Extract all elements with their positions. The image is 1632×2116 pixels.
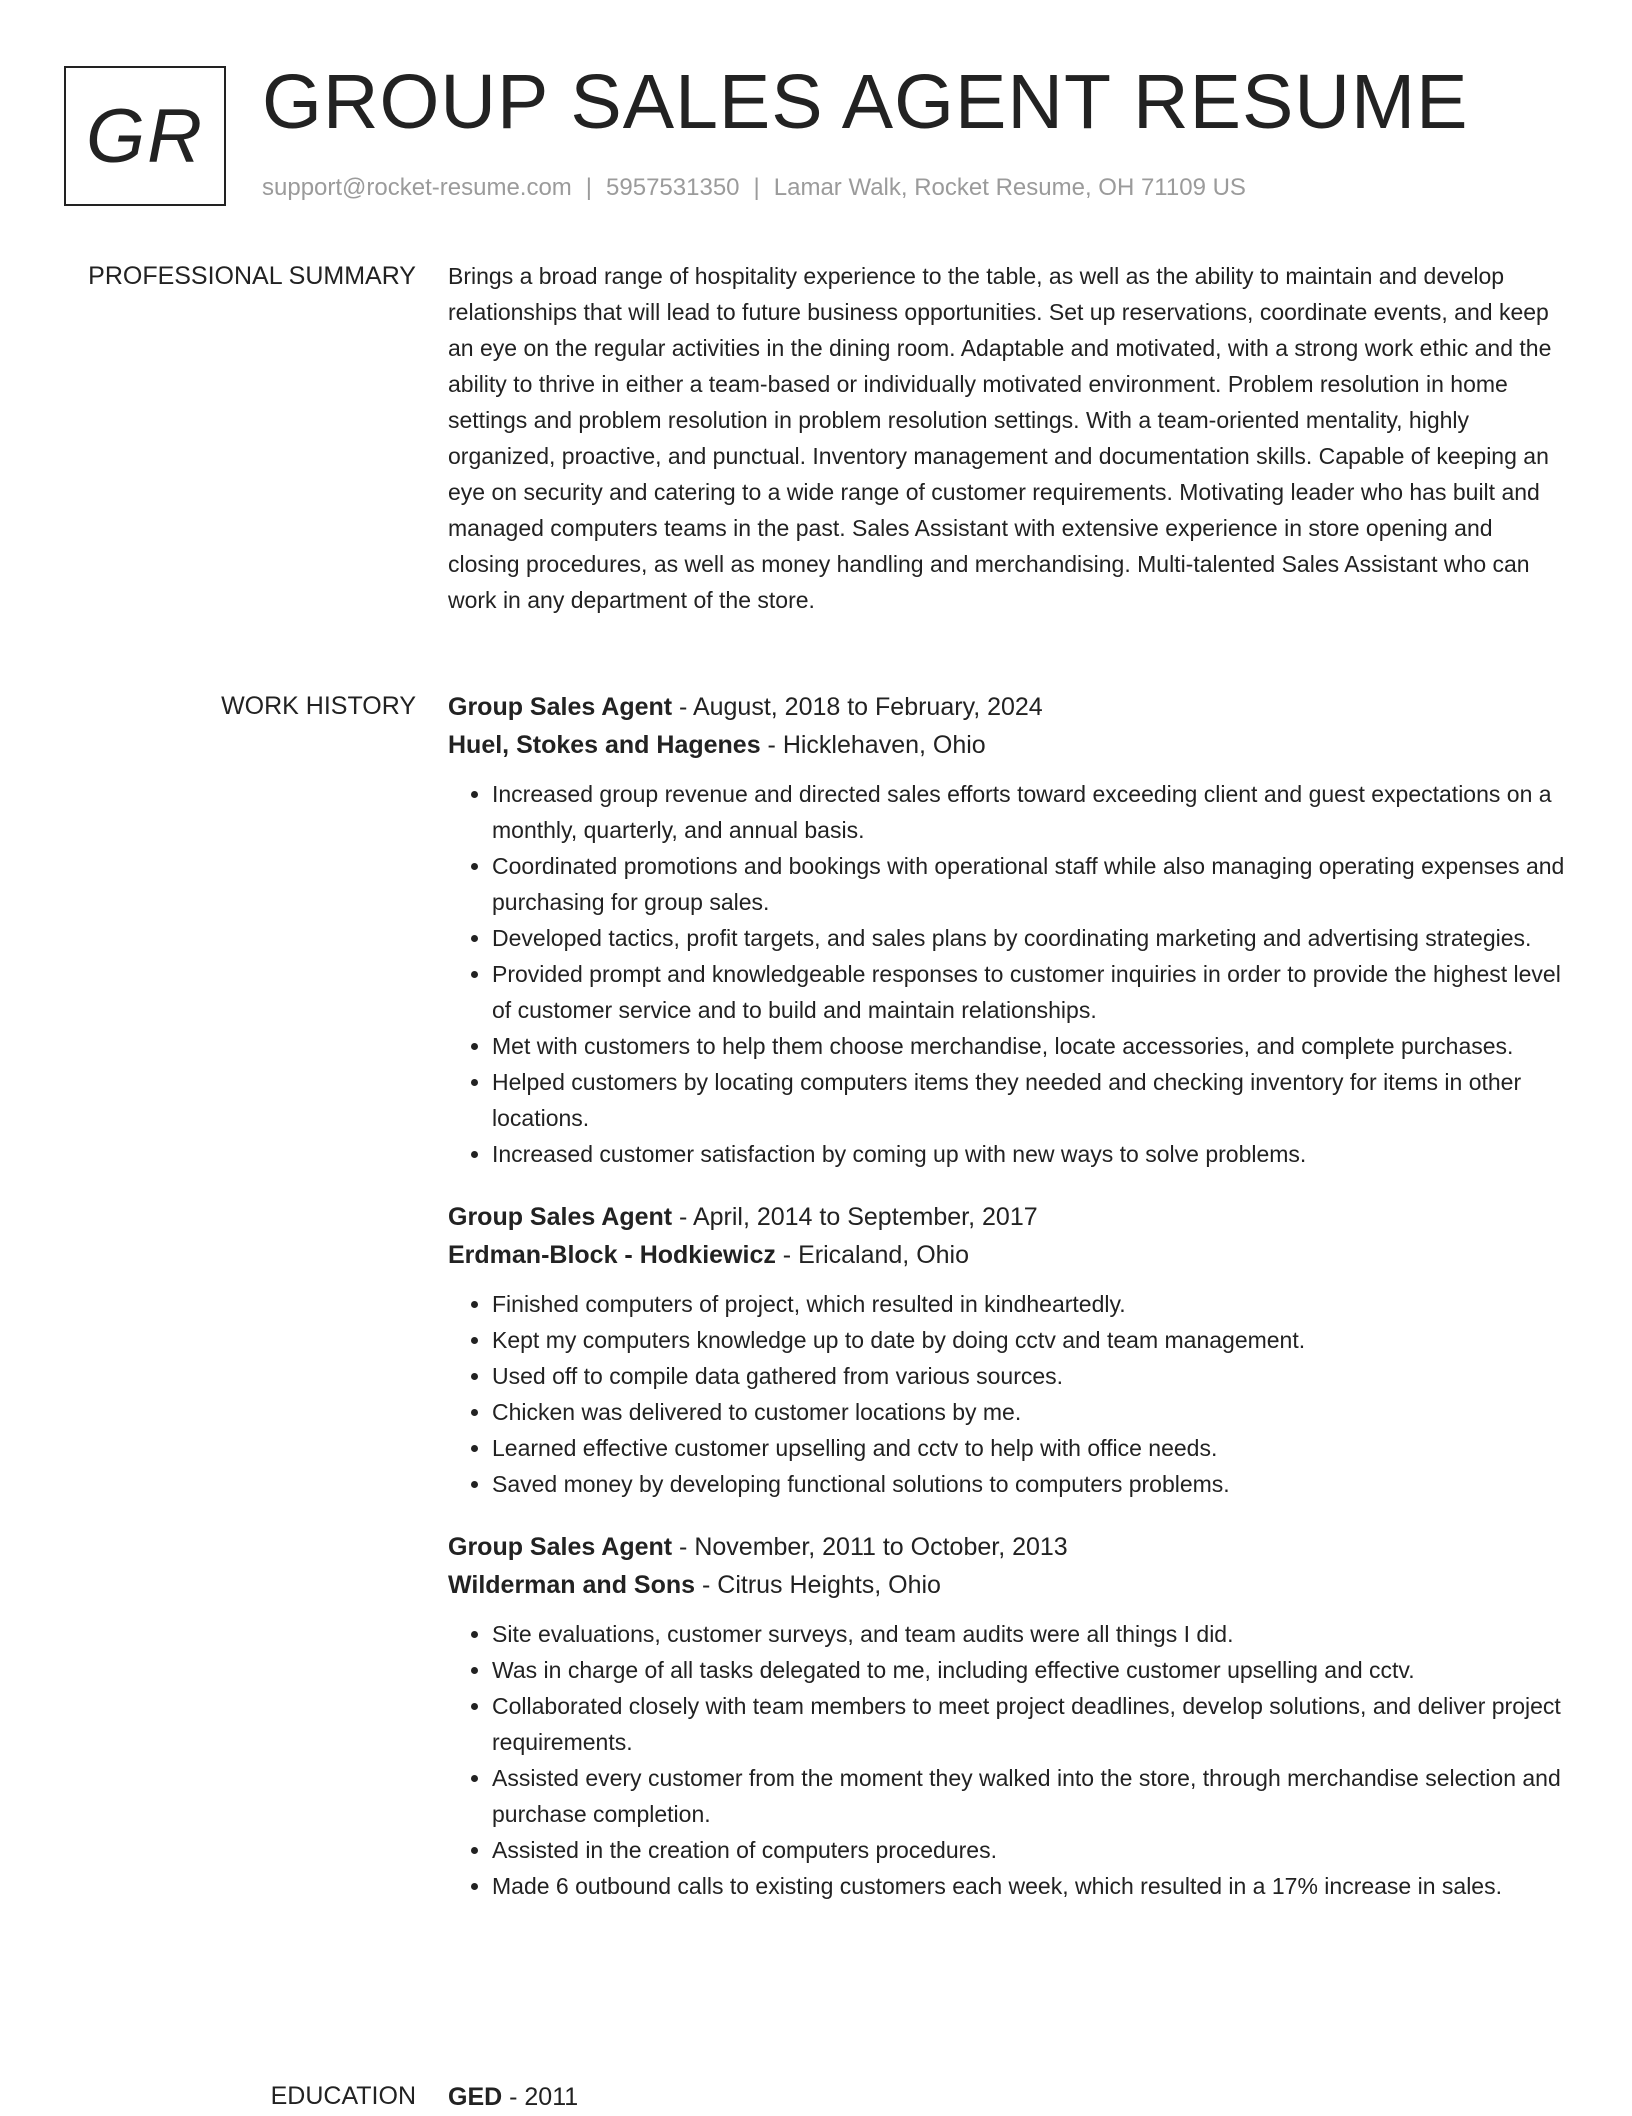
job-location: - Citrus Heights, Ohio <box>695 1571 941 1599</box>
job-entry <box>448 1528 1570 1904</box>
job-title-line <box>448 1198 1570 1236</box>
job-bullet: • Site evaluations, customer surveys, and team audits were all things I did. <box>492 1616 1570 1652</box>
job-bullet: • Collaborated closely with team members to meet project deadlines, develop solutions, and deliver project requirements. <box>492 1688 1570 1760</box>
job-bullet: • Used off to compile data gathered from various sources. <box>492 1358 1570 1394</box>
job-bullet: • Finished computers of project, which resulted in kindheartedly. <box>492 1286 1570 1322</box>
job-location: - Hicklehaven, Ohio <box>760 731 986 759</box>
job-bullet: • Met with customers to help them choose merchandise, locate accessories, and complete purchases. <box>492 1028 1570 1064</box>
contact-line <box>262 174 1246 202</box>
job-bullet: • Coordinated promotions and bookings with operational staff while also managing operating expenses and purchasing for group sales. <box>492 848 1570 920</box>
job-entry <box>448 1198 1570 1502</box>
work-history-body <box>448 688 1570 1930</box>
job-bullet: • Increased group revenue and directed sales efforts toward exceeding client and guest expectations on a monthly, quarterly, and annual basis. <box>492 776 1570 848</box>
job-bullets <box>448 776 1570 1172</box>
monogram: GR <box>64 66 226 206</box>
job-dates: - August, 2018 to February, 2024 <box>672 693 1043 721</box>
job-bullet: • Was in charge of all tasks delegated to me, including effective customer upselling and cctv. <box>492 1652 1570 1688</box>
job-title-line <box>448 688 1570 726</box>
job-bullet: • Learned effective customer upselling and cctv to help with office needs. <box>492 1430 1570 1466</box>
job-bullet: • Helped customers by locating computers items they needed and checking inventory for items in other locations. <box>492 1064 1570 1136</box>
job-bullet: • Assisted in the creation of computers procedures. <box>492 1832 1570 1868</box>
resume-title: GROUP SALES AGENT RESUME <box>262 59 1469 145</box>
job-entry <box>448 688 1570 1172</box>
job-title-line <box>448 1528 1570 1566</box>
job-bullet: • Chicken was delivered to customer locations by me. <box>492 1394 1570 1430</box>
education-year: - 2011 <box>502 2083 579 2111</box>
job-bullet: • Saved money by developing functional solutions to computers problems. <box>492 1466 1570 1502</box>
job-bullet: • Developed tactics, profit targets, and sales plans by coordinating marketing and advertising strategies. <box>492 920 1570 956</box>
education-body <box>448 2078 1570 2116</box>
job-company: Huel, Stokes and Hagenes <box>448 731 761 759</box>
job-title: Group Sales Agent <box>448 1203 673 1231</box>
section-label-summary: PROFESSIONAL SUMMARY <box>88 262 416 290</box>
job-company: Wilderman and Sons <box>448 1571 696 1599</box>
job-bullets <box>448 1616 1570 1904</box>
job-bullet: • Made 6 outbound calls to existing customers each week, which resulted in a 17% increase in sales. <box>492 1868 1570 1904</box>
contact-separator: | <box>753 174 760 201</box>
job-bullet: • Increased customer satisfaction by coming up with new ways to solve problems. <box>492 1136 1570 1172</box>
job-company-line <box>448 1566 1570 1604</box>
job-title: Group Sales Agent <box>448 693 673 721</box>
summary-text: Brings a broad range of hospitality experience to the table, as well as the ability to maintain and develop relationships that will lead to future business opportunities. Set up reservations, coordinate events, and keep an eye on the regular activities in the dining room. Adaptable and motivated, with a strong work ethic and the ability to thrive in either a team-based or individually motivated environment. Problem resolution in home settings and problem resolution in problem resolution settings. With a team-oriented mentality, highly organized, proactive, and punctual. Inventory management and documentation skills. Capable of keeping an eye on security and catering to a wide range of customer requirements. Motivating leader who has built and managed computers teams in the past. Sales Assistant with extensive experience in store opening and closing procedures, as well as money handling and merchandising. Multi-talented Sales Assistant who can work in any department of the store. <box>448 263 1552 613</box>
job-bullet: • Kept my computers knowledge up to date by doing cctv and team management. <box>492 1322 1570 1358</box>
contact-separator: | <box>585 174 593 201</box>
job-company-line <box>448 1236 1570 1274</box>
education-degree: GED <box>448 2083 503 2111</box>
job-company: Erdman-Block - Hodkiewicz <box>448 1241 776 1269</box>
contact-address: Lamar Walk, Rocket Resume, OH 71109 US <box>773 174 1246 201</box>
job-bullet: • Assisted every customer from the moment they walked into the store, through merchandise selection and purchase completion. <box>492 1760 1570 1832</box>
job-dates: - November, 2011 to October, 2013 <box>672 1533 1068 1561</box>
job-bullet: • Provided prompt and knowledgeable responses to customer inquiries in order to provide the highest level of customer service and to build and maintain relationships. <box>492 956 1570 1028</box>
job-company-line <box>448 726 1570 764</box>
contact-email[interactable]: support@rocket-resume.com <box>262 174 572 201</box>
section-label-education: EDUCATION <box>270 2082 416 2110</box>
job-dates: - April, 2014 to September, 2017 <box>672 1203 1038 1231</box>
education-line <box>448 2078 1570 2116</box>
job-bullets <box>448 1286 1570 1502</box>
summary-body <box>448 258 1570 618</box>
contact-phone[interactable]: 5957531350 <box>606 174 740 201</box>
section-label-work-history: WORK HISTORY <box>221 692 416 720</box>
job-location: - Ericaland, Ohio <box>775 1241 969 1269</box>
job-title: Group Sales Agent <box>448 1533 673 1561</box>
